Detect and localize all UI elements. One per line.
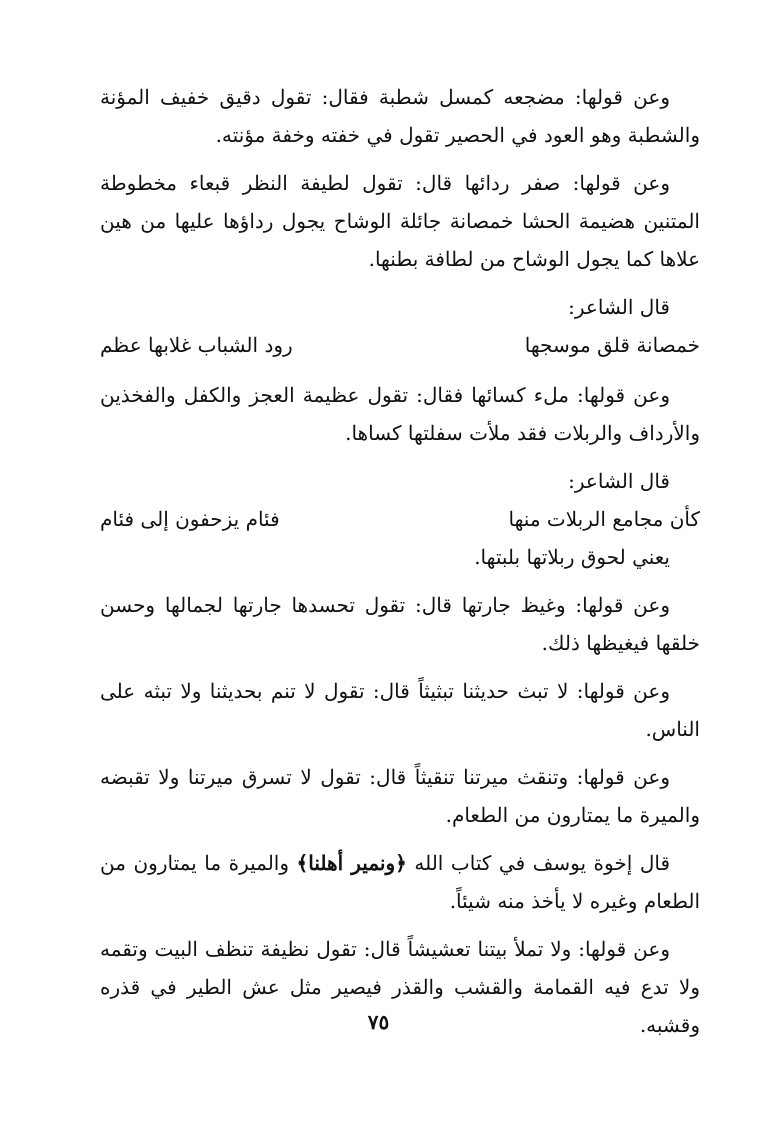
quran-quote: ﴿ونمير أهلنا﴾	[296, 851, 407, 875]
paragraph-8	[100, 844, 700, 920]
paragraph-4: يعني لحوق ربلاتها بلبتها.	[474, 545, 670, 569]
verse-2-first-hemistich: كأن مجامع الربلات منها	[508, 507, 700, 531]
verse-2-second-hemistich: فئام يزحفون إلى فئام	[100, 507, 280, 531]
paragraph-3: وعن قولها: ملء كسائها فقال: تقول عظيمة العجز والكفل والفخذين والأرداف والربلات فقد ملأت سفلتها كساها.	[100, 383, 700, 445]
paragraph-2: وعن قولها: صفر ردائها قال: تقول لطيفة النظر قبعاء مخطوطة المتنين هضيمة الحشا خمصانة جائلة الوشاح يجول رداؤها عليها من هين علاها كما يجول الوشاح من لطافة بطنها.	[100, 171, 700, 271]
verse-1-second-hemistich: رود الشباب غلابها عظم	[100, 333, 293, 357]
paragraph-7: وعن قولها: وتنقث ميرتنا تنقيثاً قال: تقول لا تسرق ميرتنا ولا تقبضه والميرة ما يمتارون من الطعام.	[100, 765, 700, 827]
poet-label-2: قال الشاعر:	[568, 469, 670, 493]
verse-1-first-hemistich: خمصانة قلق موسجها	[524, 333, 700, 357]
paragraph-9: وعن قولها: ولا تملأ بيتنا تعشيشاً قال: تقول نظيفة تنظف البيت وتقمه ولا تدع فيه القمامة والقشب والقذر فيصير مثل عش الطير في قذره وقشبه.	[100, 937, 700, 1037]
paragraph-5: وعن قولها: وغيظ جارتها قال: تقول تحسدها جارتها لجمالها وحسن خلقها فيغيظها ذلك.	[100, 593, 700, 655]
poet-label-1: قال الشاعر:	[568, 295, 670, 319]
paragraph-8-intro: قال إخوة يوسف في كتاب الله	[406, 851, 670, 875]
verse-1	[100, 326, 700, 364]
page-body	[100, 78, 700, 1054]
paragraph-1: وعن قولها: مضجعه كمسل شطبة فقال: تقول دقيق خفيف المؤنة والشطبة وهو العود في الحصير تقول في خفته وخفة مؤنته.	[100, 85, 700, 147]
page-number: ٧٥	[367, 1010, 390, 1034]
paragraph-8-rest: والميرة ما يمتارون من الطعام وغيره لا يأخذ منه شيئاً.	[100, 851, 700, 913]
verse-2	[100, 500, 700, 538]
paragraph-6: وعن قولها: لا تبث حديثنا تبثيثاً قال: تقول لا تنم بحديثنا ولا تبثه على الناس.	[100, 679, 700, 741]
